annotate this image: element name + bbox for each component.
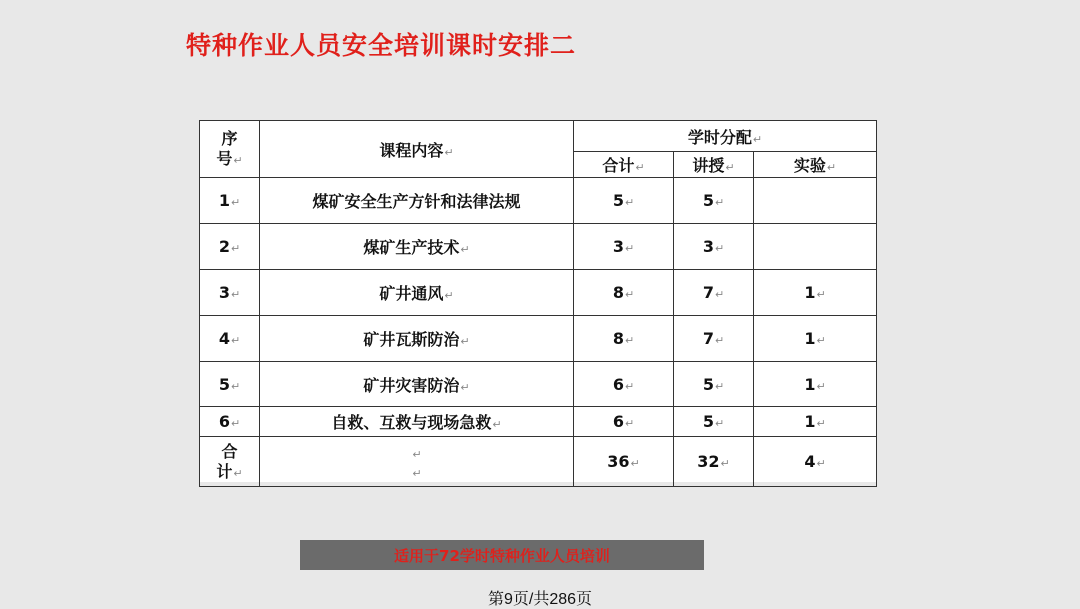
cell-lab — [754, 224, 877, 270]
header-total — [574, 152, 674, 178]
caption-text: 适用于72学时特种作业人员培训 — [394, 546, 610, 565]
cell-content — [260, 178, 574, 224]
para-mark: ↵ — [624, 417, 635, 430]
para-mark: ↵ — [230, 379, 241, 393]
para-mark: ↵ — [816, 334, 826, 347]
lab-value: 1 — [804, 412, 816, 431]
cell-content — [260, 316, 574, 362]
cell-lab — [754, 407, 877, 437]
para-mark: ↵ — [714, 379, 725, 393]
total-value: 6 — [612, 374, 624, 394]
para-mark: ↵ — [714, 196, 725, 209]
page-indicator: 第9页/共286页 — [487, 591, 593, 608]
total-value: 8 — [612, 329, 624, 348]
caption-bar — [300, 540, 704, 570]
para-mark: ↵ — [230, 417, 241, 430]
para-mark: ↵ — [752, 132, 763, 146]
para-mark: ↵ — [230, 196, 241, 209]
para-mark: ↵ — [492, 418, 502, 431]
para-mark: ↵ — [816, 417, 826, 430]
header-seq-line1: 序 — [221, 129, 238, 148]
lecture-value: 7 — [702, 329, 714, 348]
sum-label-line2: 计 — [216, 461, 233, 481]
cell-content — [260, 407, 574, 437]
cell-lab — [754, 178, 877, 224]
cell-lab — [754, 362, 877, 407]
slide-title: 特种作业人员安全培训课时安排二 — [186, 31, 577, 60]
cell-content — [260, 270, 574, 316]
cell-content — [260, 362, 574, 407]
content-value: 矿井通风 — [379, 284, 444, 303]
para-mark: ↵ — [444, 145, 454, 159]
header-lab-label: 实验 — [793, 156, 826, 175]
cell-lecture — [674, 407, 754, 437]
para-mark: ↵ — [725, 161, 735, 174]
lab-value: 1 — [804, 329, 816, 348]
header-lecture-label: 讲授 — [692, 156, 725, 175]
cell-seq — [200, 316, 260, 362]
sum-label — [200, 437, 260, 487]
table-row — [200, 362, 877, 407]
lecture-value: 3 — [702, 237, 714, 256]
header-row-1 — [200, 121, 877, 152]
header-seq-line2: 号 — [216, 149, 233, 168]
content-value: 煤矿生产技术 — [363, 238, 460, 257]
schedule-table-wrap — [199, 120, 876, 482]
sum-content — [260, 437, 574, 487]
header-content-label: 课程内容 — [379, 140, 444, 160]
cell-seq — [200, 407, 260, 437]
sum-total — [574, 437, 674, 487]
sum-lab-value: 4 — [804, 452, 816, 471]
para-mark: ↵ — [624, 288, 635, 301]
para-mark: ↵ — [412, 447, 422, 461]
seq-value: 5 — [218, 374, 230, 394]
total-value: 3 — [612, 237, 624, 256]
cell-lecture — [674, 224, 754, 270]
lecture-value: 5 — [702, 412, 714, 431]
para-mark: ↵ — [816, 288, 826, 301]
para-mark: ↵ — [714, 417, 725, 430]
header-content — [260, 121, 574, 178]
para-mark: ↵ — [460, 380, 470, 394]
cell-lab — [754, 316, 877, 362]
table-row — [200, 407, 877, 437]
cell-total — [574, 407, 674, 437]
para-mark: ↵ — [635, 161, 645, 174]
para-mark: ↵ — [624, 196, 635, 209]
para-mark: ↵ — [624, 334, 635, 347]
cell-lecture — [674, 362, 754, 407]
seq-value: 4 — [218, 329, 230, 348]
cell-total — [574, 362, 674, 407]
lecture-value: 5 — [702, 374, 714, 394]
content-value: 煤矿安全生产方针和法律法规 — [312, 192, 521, 211]
cell-seq — [200, 224, 260, 270]
para-mark: ↵ — [230, 288, 241, 301]
sum-total-value: 36 — [607, 452, 630, 471]
total-value: 6 — [612, 412, 624, 431]
header-alloc-label: 学时分配 — [687, 127, 752, 147]
para-mark: ↵ — [624, 379, 635, 393]
seq-value: 1 — [218, 191, 230, 210]
sum-lecture — [674, 437, 754, 487]
cell-lecture — [674, 178, 754, 224]
para-mark: ↵ — [720, 457, 730, 470]
header-seq — [200, 121, 260, 178]
para-mark: ↵ — [714, 288, 725, 301]
cell-seq — [200, 362, 260, 407]
para-mark: ↵ — [230, 242, 241, 255]
table-row — [200, 316, 877, 362]
lab-value: 1 — [804, 374, 816, 394]
table-row — [200, 270, 877, 316]
para-mark: ↵ — [412, 466, 422, 480]
lecture-value: 7 — [702, 283, 714, 302]
seq-value: 6 — [218, 412, 230, 431]
cell-total — [574, 270, 674, 316]
para-mark: ↵ — [816, 457, 826, 470]
para-mark: ↵ — [714, 242, 725, 255]
header-lecture — [674, 152, 754, 178]
content-value: 自救、互救与现场急救 — [331, 413, 492, 432]
seq-value: 2 — [218, 237, 230, 256]
header-alloc — [574, 121, 877, 152]
para-mark: ↵ — [826, 161, 837, 174]
cell-total — [574, 224, 674, 270]
para-mark: ↵ — [233, 466, 243, 480]
cell-lecture — [674, 270, 754, 316]
content-value: 矿井瓦斯防治 — [363, 330, 460, 349]
para-mark: ↵ — [230, 334, 241, 347]
para-mark: ↵ — [444, 289, 454, 302]
cell-seq — [200, 178, 260, 224]
table-row — [200, 178, 877, 224]
lecture-value: 5 — [702, 191, 714, 210]
sum-lecture-value: 32 — [697, 452, 720, 471]
para-mark: ↵ — [816, 379, 826, 393]
cell-lecture — [674, 316, 754, 362]
para-mark: ↵ — [460, 335, 470, 348]
header-total-label: 合计 — [602, 156, 635, 175]
para-mark: ↵ — [630, 457, 640, 470]
cell-seq — [200, 270, 260, 316]
cell-lab — [754, 270, 877, 316]
para-mark: ↵ — [624, 242, 635, 255]
total-value: 8 — [612, 283, 624, 302]
sum-label-line1: 合 — [221, 441, 238, 461]
cell-content — [260, 224, 574, 270]
schedule-table — [199, 120, 877, 487]
para-mark: ↵ — [460, 243, 470, 256]
header-lab — [754, 152, 877, 178]
para-mark: ↵ — [714, 334, 725, 347]
para-mark: ↵ — [233, 154, 243, 167]
total-value: 5 — [612, 191, 624, 210]
sum-row — [200, 437, 877, 487]
sum-lab — [754, 437, 877, 487]
seq-value: 3 — [218, 283, 230, 302]
cell-total — [574, 178, 674, 224]
cell-total — [574, 316, 674, 362]
lab-value: 1 — [804, 283, 816, 302]
table-row — [200, 224, 877, 270]
content-value: 矿井灾害防治 — [363, 375, 460, 395]
